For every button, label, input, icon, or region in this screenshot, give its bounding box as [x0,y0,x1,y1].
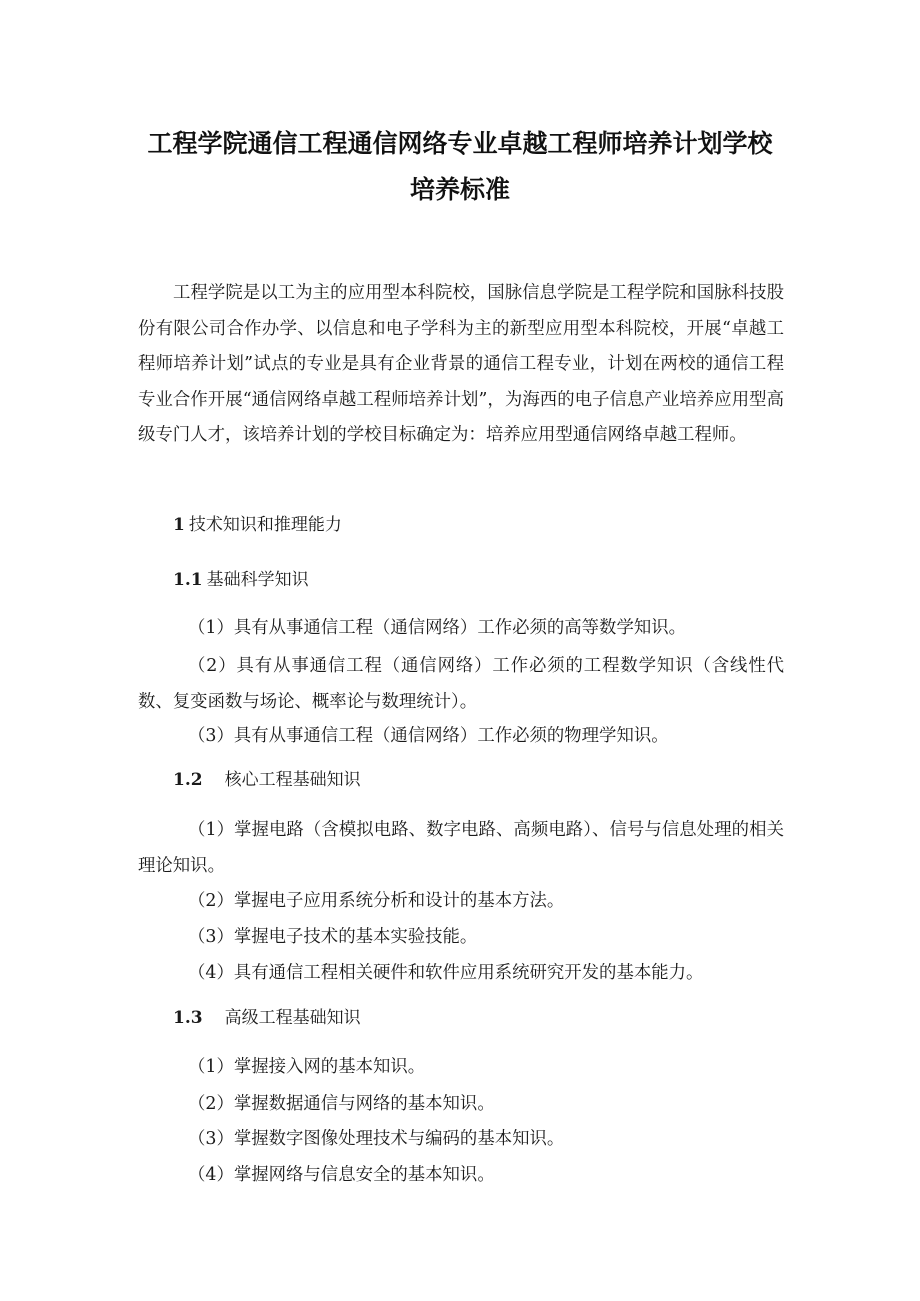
list-item: （2）具有从事通信工程（通信网络）工作必须的工程数学知识（含线性代数、复变函数与场论、概率论与数理统计）。 [138,656,784,712]
list-item: （1）具有从事通信工程（通信网络）工作必须的高等数学知识。 [188,618,687,638]
section-number: 1 [173,515,185,535]
section-title: 核心工程基础知识 [224,770,361,790]
section-number: 1.3 [173,1008,203,1028]
section-1-2-heading [173,765,361,790]
document-title-line1: 工程学院通信工程通信网络专业卓越工程师培养计划学校 [147,129,773,158]
list-item: （3）具有从事通信工程（通信网络）工作必须的物理学知识。 [188,726,669,746]
document-title-line2: 培养标准 [409,175,510,204]
section-number: 1.1 [173,570,203,590]
section-1-heading [173,510,342,535]
list-item: （4）具有通信工程相关硬件和软件应用系统研究开发的基本能力。 [188,963,704,983]
section-number: 1.2 [173,770,203,790]
list-item: （2）掌握电子应用系统分析和设计的基本方法。 [188,891,565,911]
section-title: 高级工程基础知识 [224,1008,361,1028]
list-item: （3）掌握电子技术的基本实验技能。 [188,927,478,947]
intro-paragraph: 工程学院是以工为主的应用型本科院校，国脉信息学院是工程学院和国脉科技股份有限公司合作办学、以信息和电子学科为主的新型应用型本科院校，开展“卓越工程师培养计划”试点的专业是具有企业背景的通信工程专业，计划在两校的通信工程专业合作开展“通信网络卓越工程师培养计划”，为海西的电子信息产业培养应用型高级专门人才，该培养计划的学校目标确定为：培养应用型通信网络卓越工程师。 [138,283,784,445]
section-1-1-heading [173,565,309,590]
list-item: （1）掌握接入网的基本知识。 [188,1057,426,1077]
section-title: 技术知识和推理能力 [188,515,342,535]
list-item: （4）掌握网络与信息安全的基本知识。 [188,1165,495,1185]
list-item: （2）掌握数据通信与网络的基本知识。 [188,1094,495,1114]
section-1-3-heading [173,1003,361,1028]
section-title: 基础科学知识 [206,570,309,590]
list-item: （3）掌握数字图像处理技术与编码的基本知识。 [188,1129,565,1149]
list-item: （1）掌握电路（含模拟电路、数字电路、高频电路）、信号与信息处理的相关理论知识。 [138,820,784,876]
